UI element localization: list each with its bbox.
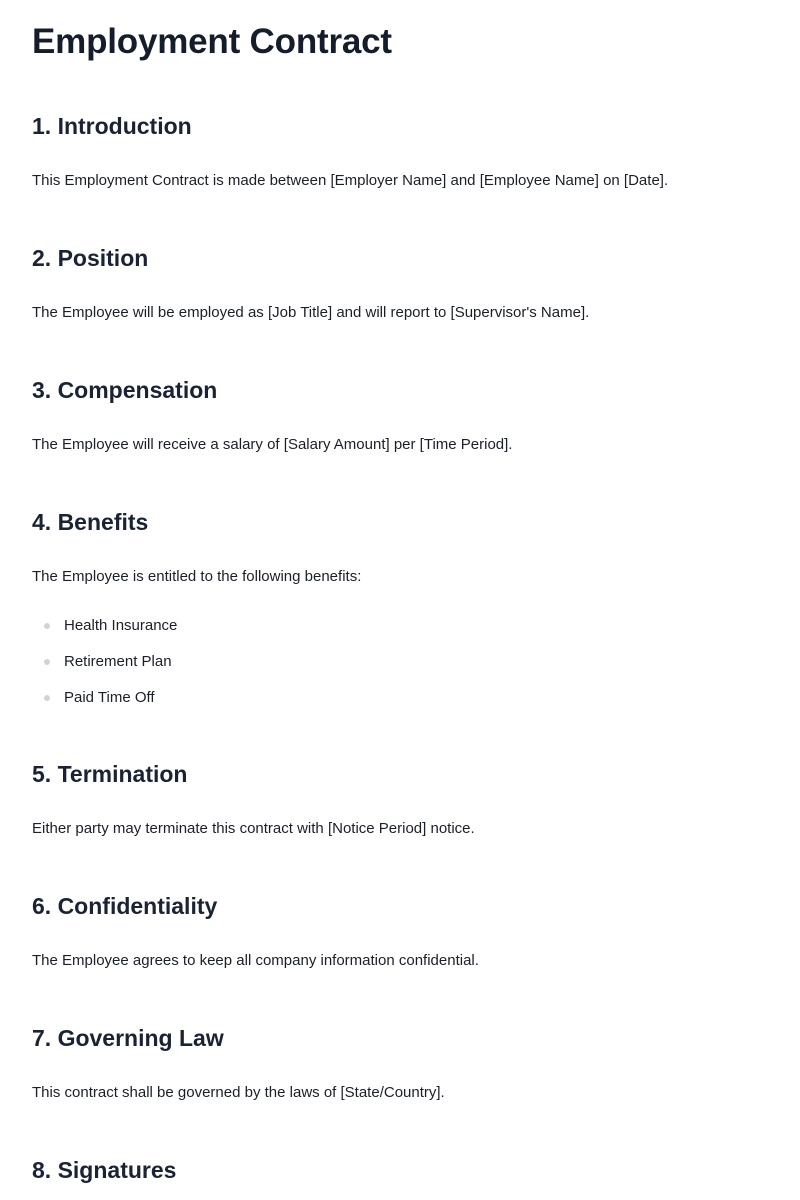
section-body-termination: Either party may terminate this contract with [Notice Period] notice.: [32, 820, 475, 837]
list-item: [32, 686, 177, 722]
section-body-compensation: The Employee will receive a salary of [Salary Amount] per [Time Period].: [32, 436, 513, 453]
section-body-governing-law: This contract shall be governed by the laws of [State/Country].: [32, 1084, 445, 1101]
bullet-icon: [44, 695, 50, 701]
section-body-position: The Employee will be employed as [Job Title] and will report to [Supervisor's Name].: [32, 304, 590, 321]
section-heading-signatures: 8. Signatures: [32, 1157, 177, 1183]
section-body-benefits: The Employee is entitled to the following benefits:: [32, 568, 362, 585]
list-item-label: Retirement Plan: [64, 653, 172, 670]
benefits-list: [32, 614, 177, 722]
list-item-label: Paid Time Off: [64, 689, 155, 706]
page-title: Employment Contract: [32, 22, 392, 61]
list-item: [32, 650, 177, 686]
section-heading-confidentiality: 6. Confidentiality: [32, 893, 218, 919]
section-heading-governing-law: 7. Governing Law: [32, 1025, 224, 1051]
section-heading-compensation: 3. Compensation: [32, 377, 218, 403]
section-heading-benefits: 4. Benefits: [32, 509, 149, 535]
section-heading-termination: 5. Termination: [32, 761, 188, 787]
bullet-icon: [44, 659, 50, 665]
list-item: [32, 614, 177, 650]
list-item-label: Health Insurance: [64, 617, 178, 634]
section-body-confidentiality: The Employee agrees to keep all company information confidential.: [32, 952, 479, 969]
bullet-icon: [44, 623, 50, 629]
section-heading-position: 2. Position: [32, 245, 149, 271]
section-heading-introduction: 1. Introduction: [32, 113, 192, 139]
section-body-introduction: This Employment Contract is made between [Employer Name] and [Employee Name] on [Date].: [32, 172, 669, 189]
